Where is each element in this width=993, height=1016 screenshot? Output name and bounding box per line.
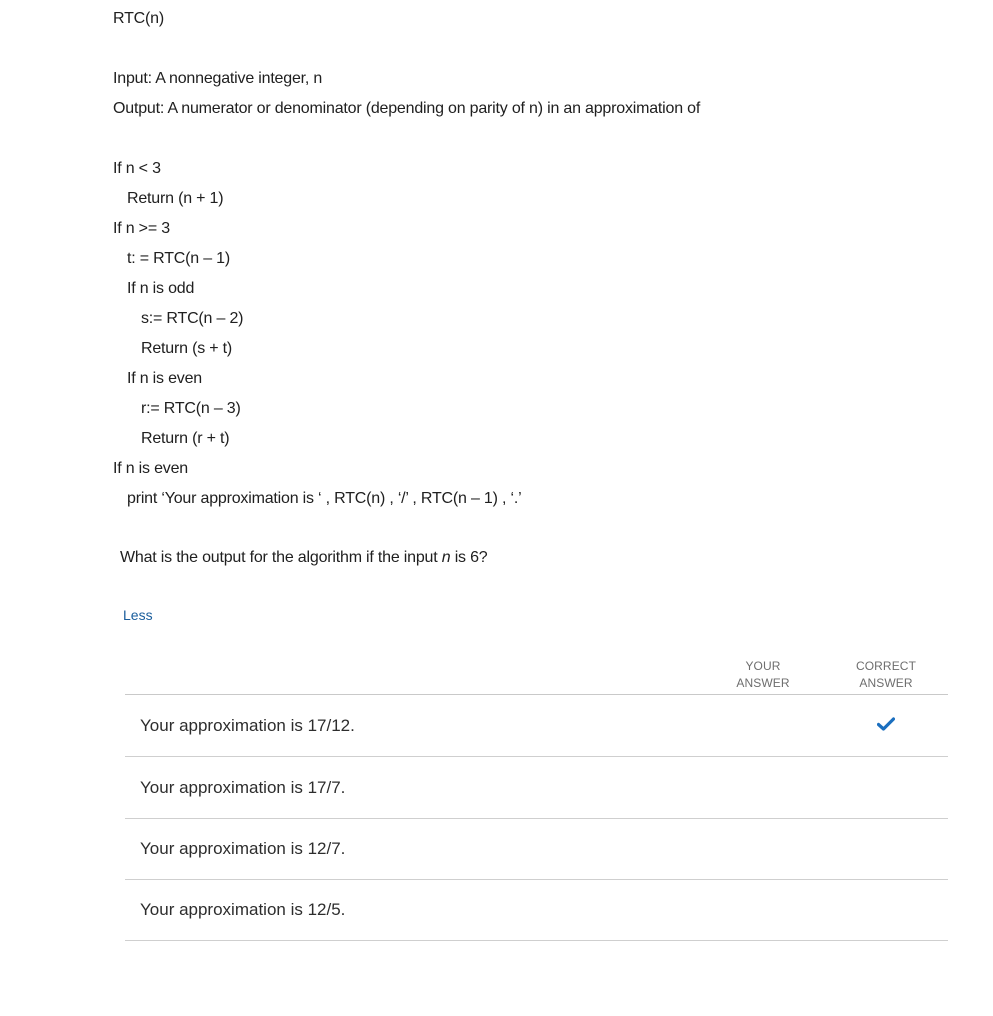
- algorithm-step: r:= RTC(n – 3): [141, 400, 241, 417]
- algorithm-output-line: Output: A numerator or denominator (depending on parity of n) in an approximation of: [113, 100, 701, 117]
- algorithm-step: Return (s + t): [141, 340, 233, 357]
- answer-option-row: [125, 818, 948, 880]
- question-text-after: is 6?: [450, 549, 488, 566]
- question-text: [120, 548, 488, 568]
- algorithm-step: t: = RTC(n – 1): [127, 250, 230, 267]
- answer-option-text: Your approximation is 12/5.: [140, 900, 346, 919]
- your-answer-header-line2: ANSWER: [736, 676, 790, 690]
- algorithm-step: If n is even: [113, 460, 188, 477]
- question-text-before: What is the output for the algorithm if the input: [120, 549, 442, 566]
- less-toggle-link[interactable]: Less: [123, 607, 153, 623]
- your-answer-header-line1: YOUR: [745, 659, 781, 673]
- algorithm-step: If n is even: [127, 370, 202, 387]
- algorithm-print-step: print ‘Your approximation is ‘ , RTC(n) , ‘/’ , RTC(n – 1) , ‘.’: [127, 490, 522, 507]
- correct-answer-header-line2: ANSWER: [859, 676, 913, 690]
- algorithm-step: Return (r + t): [141, 430, 230, 447]
- algorithm-step: If n is odd: [127, 280, 195, 297]
- algorithm-step: Return (n + 1): [127, 190, 224, 207]
- question-variable: n: [441, 549, 451, 566]
- answer-option-row: [125, 695, 948, 757]
- checkmark-icon: [877, 717, 895, 731]
- algorithm-title: RTC(n): [113, 10, 164, 27]
- algorithm-step: If n >= 3: [113, 220, 170, 237]
- algorithm-step: If n < 3: [113, 160, 161, 177]
- algorithm-step: s:= RTC(n – 2): [141, 310, 244, 327]
- answer-option-row: [125, 879, 948, 941]
- correct-answer-column-header: [846, 658, 926, 692]
- answer-option-text: Your approximation is 17/12.: [140, 716, 355, 735]
- algorithm-input-line: Input: A nonnegative integer, n: [113, 70, 323, 87]
- correct-answer-header-line1: CORRECT: [855, 659, 917, 673]
- your-answer-column-header: [723, 658, 803, 692]
- answer-option-text: Your approximation is 17/7.: [140, 778, 346, 797]
- answer-option-row: [125, 757, 948, 819]
- answer-option-text: Your approximation is 12/7.: [140, 839, 346, 858]
